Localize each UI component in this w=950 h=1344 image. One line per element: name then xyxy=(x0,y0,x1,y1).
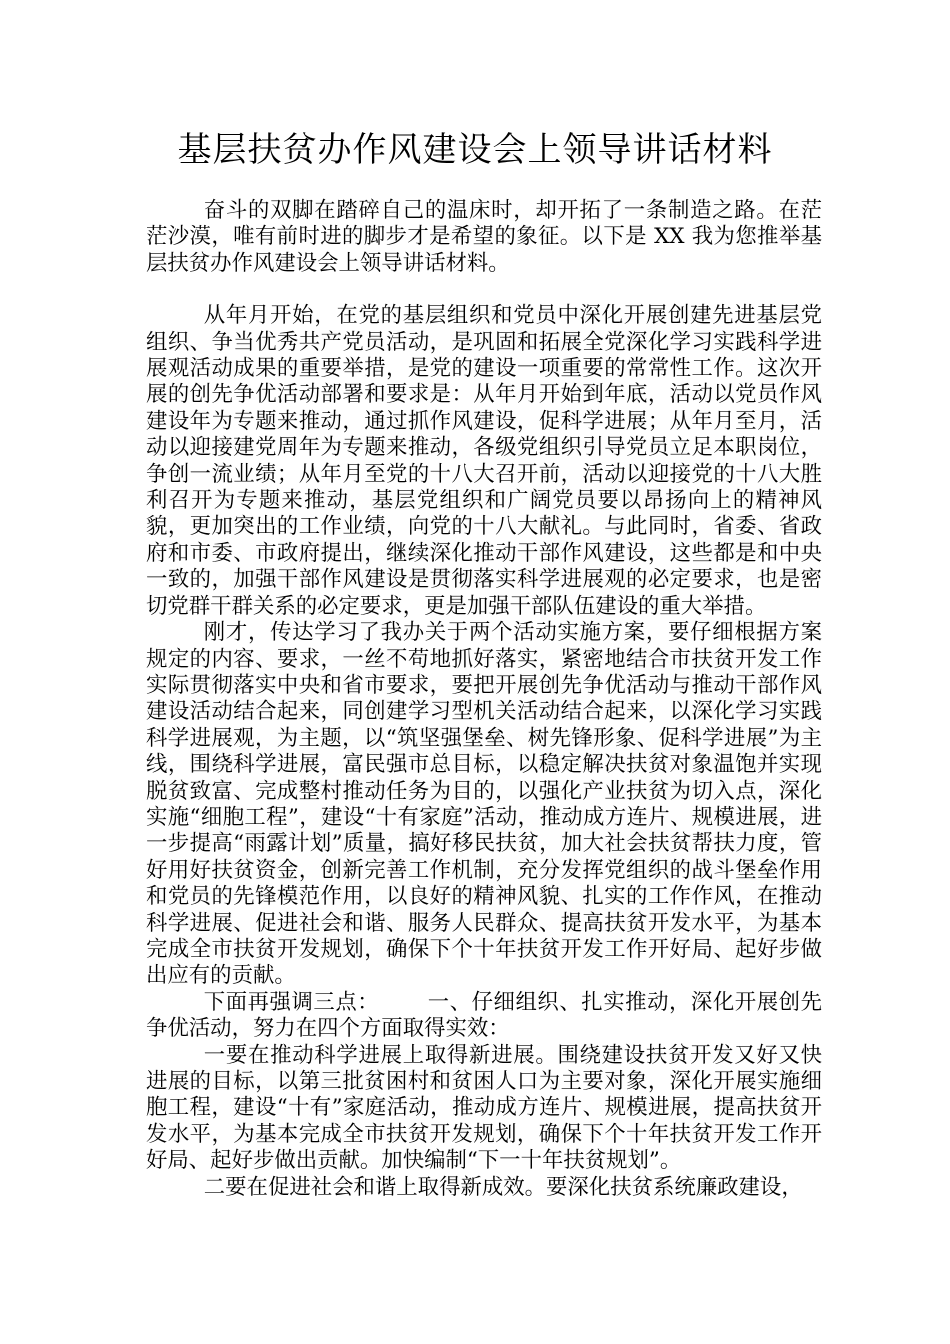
intro-paragraph: 奋斗的双脚在踏碎自己的温床时，却开拓了一条制造之路。在茫茫沙漠，唯有前时进的脚步才是希望的象征。以下是 XX 我为您推举基层扶贫办作风建设会上领导讲话材料。 xyxy=(146,198,822,276)
paragraph-spacer xyxy=(146,277,822,303)
body-paragraph-1: 从年月开始，在党的基层组织和党员中深化开展创建先进基层党组织、争当优秀共产党员活动，是巩固和拓展全党深化学习实践科学进展观活动成果的重要举措，是党的建设一项重要的常常性工作。这次开展的创先争优活动部署和要求是：从年月开始到年底，活动以党员作风建设年为专题来推动，通过抓作风建设，促科学进展；从年月至月，活动以迎接建党周年为专题来推动，各级党组织引导党员立足本职岗位，争创一流业绩；从年月至党的十八大召开前，活动以迎接党的十八大胜利召开为专题来推动，基层党组织和广阔党员要以昂扬向上的精神风貌，更加突出的工作业绩，向党的十八大献礼。与此同时，省委、省政府和市委、市政府提出，继续深化推动干部作风建设，这些都是和中央一致的，加强干部作风建设是贯彻落实科学进展观的必定要求，也是密切党群干群关系的必定要求，更是加强干部队伍建设的重大举措。 xyxy=(146,303,822,619)
body-paragraph-2: 刚才，传达学习了我办关于两个活动实施方案，要仔细根据方案规定的内容、要求，一丝不苟地抓好落实，紧密地结合市扶贫开发工作实际贯彻落实中央和省市要求，要把开展创先争优活动与推动干部作风建设活动结合起来，同创建学习型机关活动结合起来，以深化学习实践科学进展观，为主题，以“筑坚强堡垒、树先锋形象、促科学进展”为主线，围绕科学进展，富民强市总目标，以稳定解决扶贫对象温饱并实现脱贫致富、完成整村推动任务为目的，以强化产业扶贫为切入点，深化实施“细胞工程”，建设“十有家庭”活动，推动成方连片、规模进展，进一步提高“雨露计划”质量，搞好移民扶贫，加大社会扶贫帮扶力度，管好用好扶贫资金，创新完善工作机制，充分发挥党组织的战斗堡垒作用和党员的先锋模范作用，以良好的精神风貌、扎实的工作作风，在推动科学进展、促进社会和谐、服务人民群众、提高扶贫开发水平，为基本完成全市扶贫开发规划，确保下个十年扶贫开发工作开好局、起好步做出应有的贡献。 xyxy=(146,620,822,989)
document-title: 基层扶贫办作风建设会上领导讲话材料 xyxy=(177,130,773,170)
emphasis-paragraph xyxy=(146,990,822,1043)
point-two-paragraph: 二要在促进社会和谐上取得新成效。要深化扶贫系统廉政建设， xyxy=(203,1174,803,1200)
emphasis-point-one-heading: 一、仔细组织、扎实推动，深化开展创先争优活动，努力在四个方面取得实效： xyxy=(146,989,822,1042)
document-body xyxy=(146,198,822,1201)
point-one-paragraph: 一要在推动科学进展上取得新进展。围绕建设扶贫开发又好又快进展的目标，以第三批贫困村和贫困人口为主要对象，深化开展实施细胞工程，建设“十有”家庭活动，推动成方连片、规模进展，提高扶贫开发水平，为基本完成全市扶贫开发规划，确保下个十年扶贫开发工作开好局、起好步做出贡献。加快编制“下一十年扶贫规划”。 xyxy=(146,1042,822,1174)
emphasis-lead: 下面再强调三点： xyxy=(203,989,380,1015)
